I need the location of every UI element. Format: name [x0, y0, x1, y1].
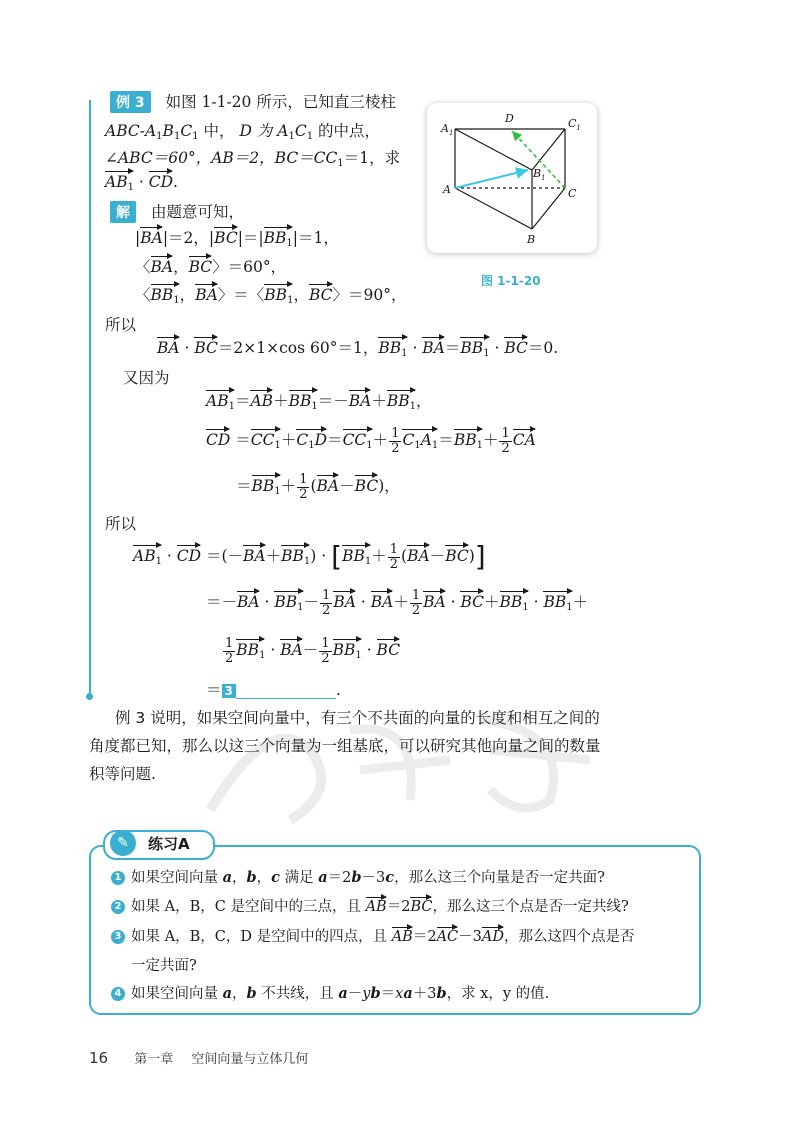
- cd-decomposition: CD $=CC_1+C_1D=CC_1+$ $\frac{1}{2}$ $C_1A_1=BB_1+$ $\frac{1}{2}$ CA: [206, 425, 536, 456]
- so-label-1: 所以: [105, 316, 137, 334]
- answer-blank-line: ＝ 3 .: [206, 681, 341, 699]
- solution-line-angle2: 〈$BB_1$，BA〉＝〈$BB_1$，BC〉＝90°，: [135, 281, 407, 306]
- answer-blank-number: 3: [222, 684, 236, 698]
- exercise-item-3-cont: 一定共面?: [131, 958, 197, 974]
- example-line-2: ABC-$A_1B_1C_1$ 中， D 为 $A_1C_1$ 的中点，: [105, 122, 380, 142]
- chapter-title: 空间向量与立体几何: [191, 1052, 309, 1067]
- remark-line-2: 角度都已知，那么以这三个向量为一组基底，可以研究其他向量之间的数量: [89, 737, 601, 755]
- footer: [89, 1048, 308, 1067]
- prism-figure: [427, 103, 597, 253]
- pencil-icon: ✎: [110, 830, 136, 856]
- example-line-1: [110, 90, 396, 113]
- answer-blank[interactable]: [236, 684, 336, 699]
- exercise-item-2: 2 如果 A，B，C 是空间中的三点，且 AB＝2BC，那么这三个点是否一定共线?: [111, 894, 629, 916]
- solution-intro: 解 由题意可知，: [110, 200, 244, 223]
- solution-line-lengths: |BA|＝2，$|BC|=|BB_1|=1$，: [135, 224, 339, 249]
- exercise-title: 练习A: [148, 835, 190, 853]
- figure-caption: 图 1-1-20: [481, 274, 541, 288]
- solution-side-rule-end: [86, 693, 93, 700]
- solution-line-angle1: 〈BA，BC〉＝60°，: [135, 253, 286, 277]
- product-expansion-1: $AB_1$ · CD $=(-BA+BB_1) \cdot [BB_1+$ $\frac{1}{2}$ (BA－BC)]: [133, 540, 486, 573]
- cd-decomposition-cont: $=BB_1+$ $\frac{1}{2}$ (BA－BC)，: [236, 471, 400, 502]
- dot-products-line: BA · BC＝2×1×cos 60°＝1，$BB_1 \cdot BA=BB_1 \cdot BC=0$.: [157, 334, 558, 359]
- exercise-item-3: 3 如果 A，B，C，D 是空间中的四点，且 AB＝2AC－3AD，那么这四个点是否: [111, 924, 634, 946]
- remark-line-3: 积等问题.: [89, 765, 156, 783]
- example-tag: 例 3: [110, 91, 151, 113]
- so-label-2: 所以: [105, 515, 137, 533]
- label-c1: $C_1$: [568, 117, 581, 132]
- vector-ab1: [455, 170, 528, 188]
- product-expansion-3: $\frac{1}{2}$ $BB_1 \cdot BA-$ $\frac{1}{2}$ $BB_1$ · BC: [225, 635, 401, 666]
- chapter-label: 第一章: [134, 1052, 174, 1067]
- also-label: 又因为: [123, 369, 170, 387]
- label-a: A: [443, 183, 451, 196]
- label-c: C: [568, 187, 577, 200]
- page-number: 16: [89, 1049, 109, 1067]
- label-a1: $A_1$: [441, 122, 454, 137]
- remark-line-1: 例 3 说明，如果空间向量中，有三个不共面的向量的长度和相互之间的: [115, 709, 600, 727]
- example-line-3: ∠ABC＝60°，AB＝2，$BC=CC_1=1$，求: [105, 149, 401, 169]
- prism-edges: [455, 129, 565, 229]
- example-intro: 如图 1-1-20 所示，已知直三棱柱: [165, 93, 396, 111]
- label-d: D: [505, 112, 514, 125]
- figure-card: [427, 103, 597, 253]
- example-line-4: $AB_1$ · CD.: [105, 168, 178, 193]
- ab1-decomposition: $AB_1=AB+BB_1=-BA+BB_1$，: [206, 387, 432, 412]
- product-expansion-2: $=-BA \cdot BB_1-$ $\frac{1}{2}$ BA · BA＋ $\frac{1}{2}$ BA · $BC+BB_1 \cdot BB_1+$: [206, 587, 589, 618]
- solution-tag: 解: [110, 201, 136, 223]
- exercise-item-1: 1 如果空间向量 a，b，c 满足 a＝2b－3c，那么这三个向量是否一定共面?: [111, 866, 605, 887]
- exercise-item-4: 4 如果空间向量 a，b 不共线，且 a－yb＝xa＋3b，求 x，y 的值.: [111, 982, 549, 1003]
- solution-side-rule: [89, 100, 91, 696]
- label-b: B: [527, 233, 536, 246]
- label-b1: $B_1$: [533, 167, 546, 182]
